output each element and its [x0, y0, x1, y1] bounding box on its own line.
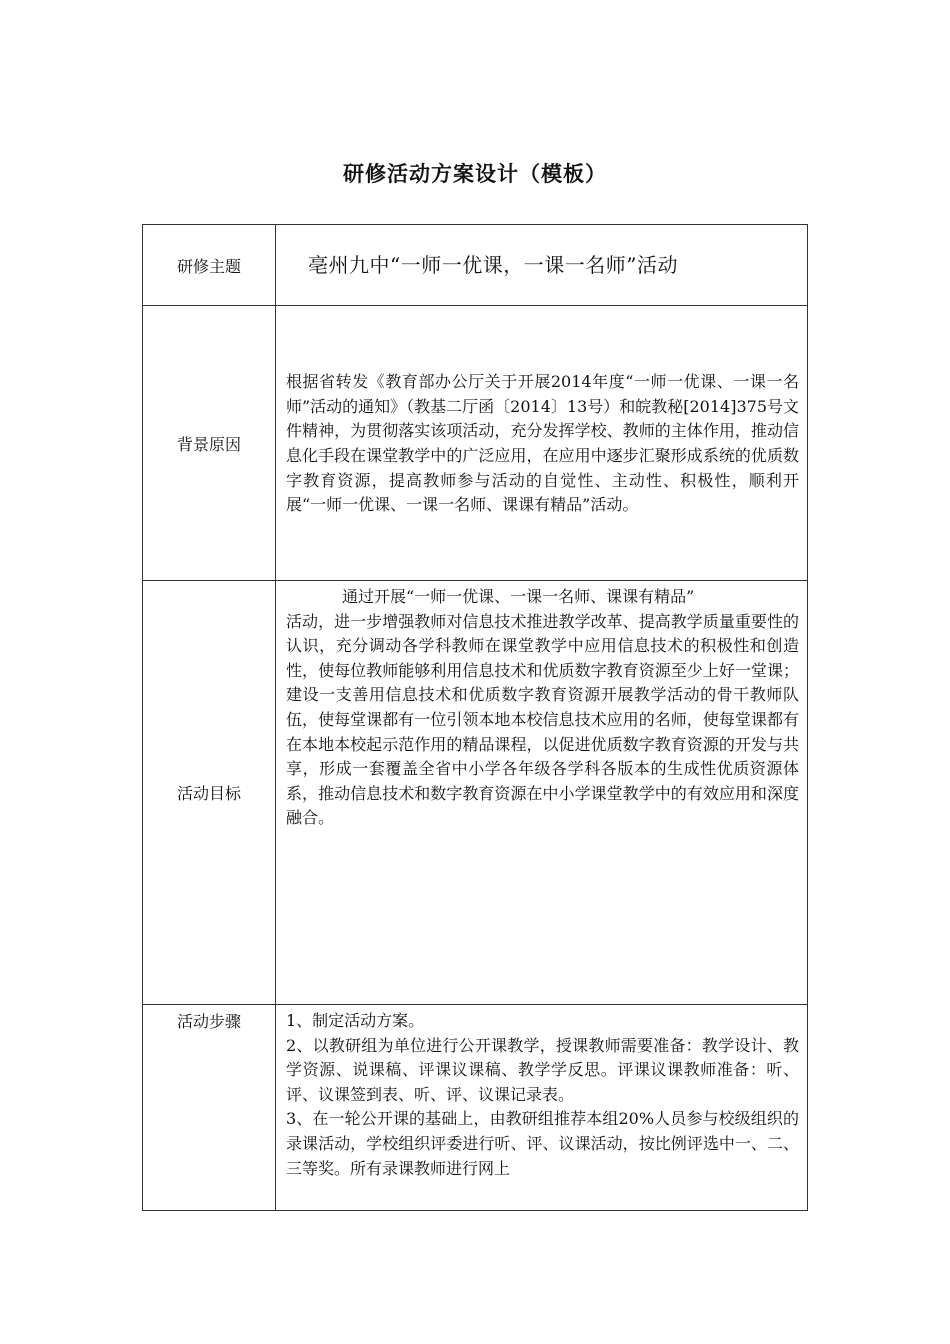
- topic-cell: [276, 225, 808, 306]
- document-title: 研修活动方案设计（模板）: [343, 161, 607, 186]
- steps-row: [143, 1005, 808, 1211]
- goal-first-line: 通过开展“一师一优课、一课一名师、课课有精品”: [342, 587, 695, 606]
- step-item-2: 2、以教研组为单位进行公开课教学，授课教师需要准备：教学设计、教学资源、说课稿、评课议课稿、教学学反思。评课议课教师准备：听、评、议课签到表、听、评、议课记录表。: [286, 1035, 799, 1104]
- goal-label: 活动目标: [143, 581, 276, 1005]
- steps-label: 活动步骤: [143, 1005, 276, 1211]
- topic-label: 研修主题: [143, 225, 276, 306]
- background-cell: [276, 306, 808, 581]
- background-value: 根据省转发《教育部办公厅关于开展2014年度“一师一优课、一课一名师”活动的通知》（教基二厅函〔2014〕13号）和皖教秘[2014]375号文件精神，为贯彻落实该项活动，充分发挥学校、教师的主体作用，推动信息化手段在课堂教学中的广泛应用，在应用中逐步汇聚形成系统的优质数字教育资源，提高教师参与活动的自觉性、主动性、积极性，顺利开展“一师一优课、一课一名师、课课有精品”活动。: [286, 372, 800, 515]
- topic-row: [143, 225, 808, 306]
- goal-cell: [276, 581, 808, 1005]
- background-label: 背景原因: [143, 306, 276, 581]
- activity-plan-table: [142, 224, 808, 1211]
- step-item-3: 3、在一轮公开课的基础上，由教研组推荐本组20%人员参与校级组织的录课活动，学校组织评委进行听、评、议课活动，按比例评选中一、二、三等奖。所有录课教师进行网上: [286, 1109, 799, 1178]
- goal-row: [143, 581, 808, 1005]
- step-item-1: 1、制定活动方案。: [286, 1011, 425, 1030]
- goal-value: 活动，进一步增强教师对信息技术推进教学改革、提高教学质量重要性的认识，充分调动各学科教师在课堂教学中应用信息技术的积极性和创造性，使每位教师能够利用信息技术和优质数字教育资源至少上好一堂课；建设一支善用信息技术和优质数字教育资源开展教学活动的骨干教师队伍，使每堂课都有一位引领本地本校信息技术应用的名师，使每堂课都有在本地本校起示范作用的精品课程，以促进优质数字教育资源的开发与共享，形成一套覆盖全省中小学各年级各学科各版本的生成性优质资源体系，推动信息技术和数字教育资源在中小学课堂教学中的有效应用和深度融合。: [286, 611, 799, 828]
- background-row: [143, 306, 808, 581]
- steps-cell: [276, 1005, 808, 1211]
- topic-value: 亳州九中“一师一优课，一课一名师”活动: [308, 252, 678, 277]
